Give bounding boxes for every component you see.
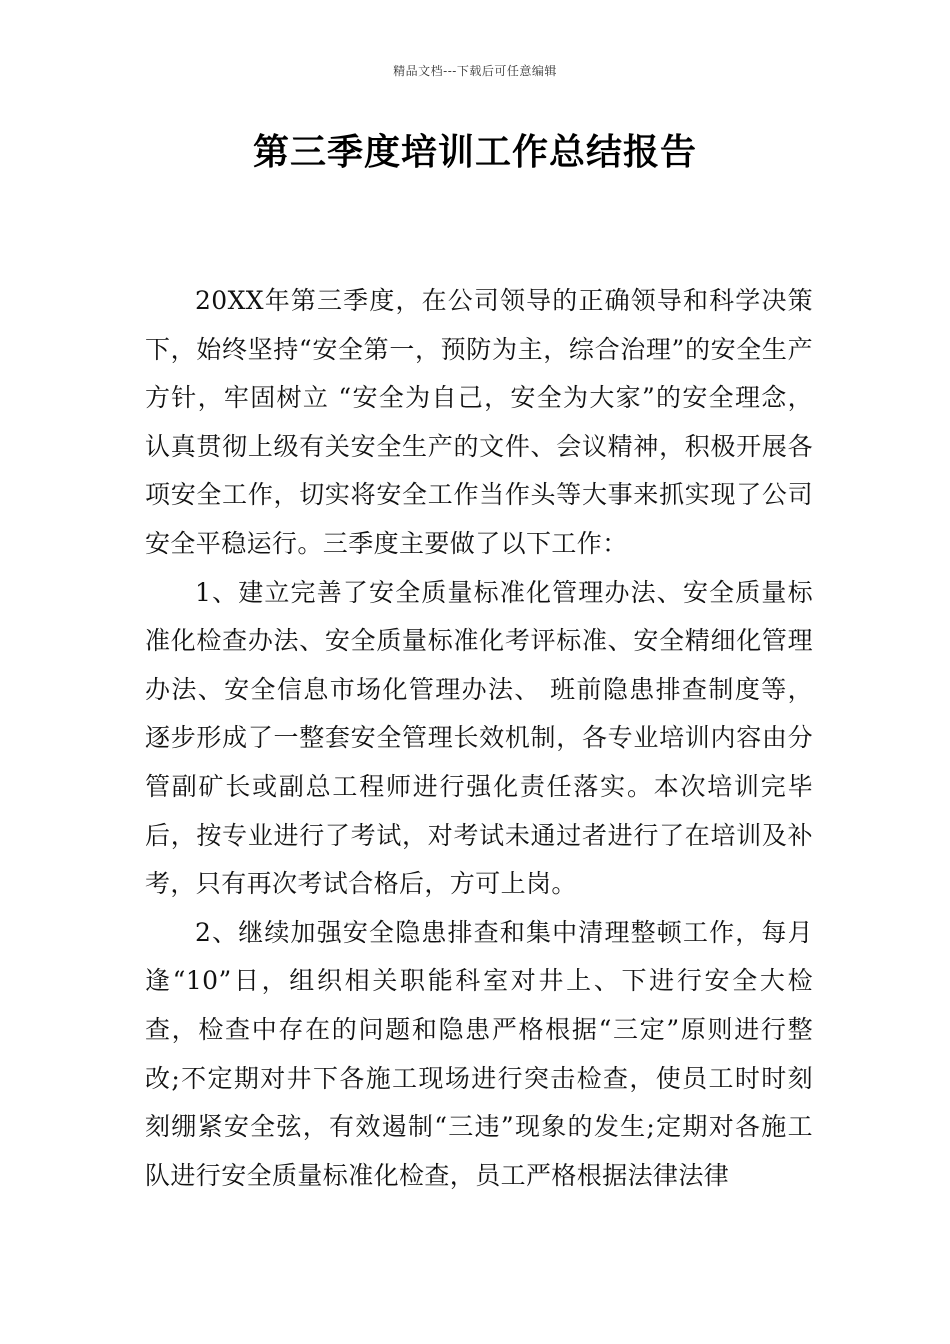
document-body: [145, 277, 813, 1200]
paragraph-item-2: 2、继续加强安全隐患排查和集中清理整顿工作，每月逢“10”日，组织相关职能科室对井上、下进行安全大检查，检查中存在的问题和隐患严格根据“三定”原则进行整改;不定期对井下各施工现场进行突击检查，使员工时时刻刻绷紧安全弦，有效遏制“三违”现象的发生;定期对各施工队进行安全质量标准化检查，员工严格根据法律法律: [145, 917, 813, 1190]
paragraph-item-1: 1、建立完善了安全质量标准化管理办法、安全质量标准化检查办法、安全质量标准化考评标准、安全精细化管理办法、安全信息市场化管理办法、 班前隐患排查制度等，逐步形成了一整套安全管理长效机制，各专业培训内容由分管副矿长或副总工程师进行强化责任落实。本次培训完毕后，按专业进行了考试，对考试未通过者进行了在培训及补考，只有再次考试合格后，方可上岗。: [145, 577, 813, 899]
paragraph-intro: 20XX年第三季度，在公司领导的正确领导和科学决策下，始终坚持“安全第一，预防为主，综合治理”的安全生产方针，牢固树立 “安全为自己，安全为大家”的安全理念，认真贯彻上级有关安全生产的文件、会议精神，积极开展各项安全工作，切实将安全工作当作头等大事来抓实现了公司安全平稳运行。三季度主要做了以下工作：: [145, 286, 813, 558]
document-title: 第三季度培训工作总结报告: [252, 132, 697, 173]
header-note: 精品文档---下载后可任意编辑: [393, 64, 557, 78]
